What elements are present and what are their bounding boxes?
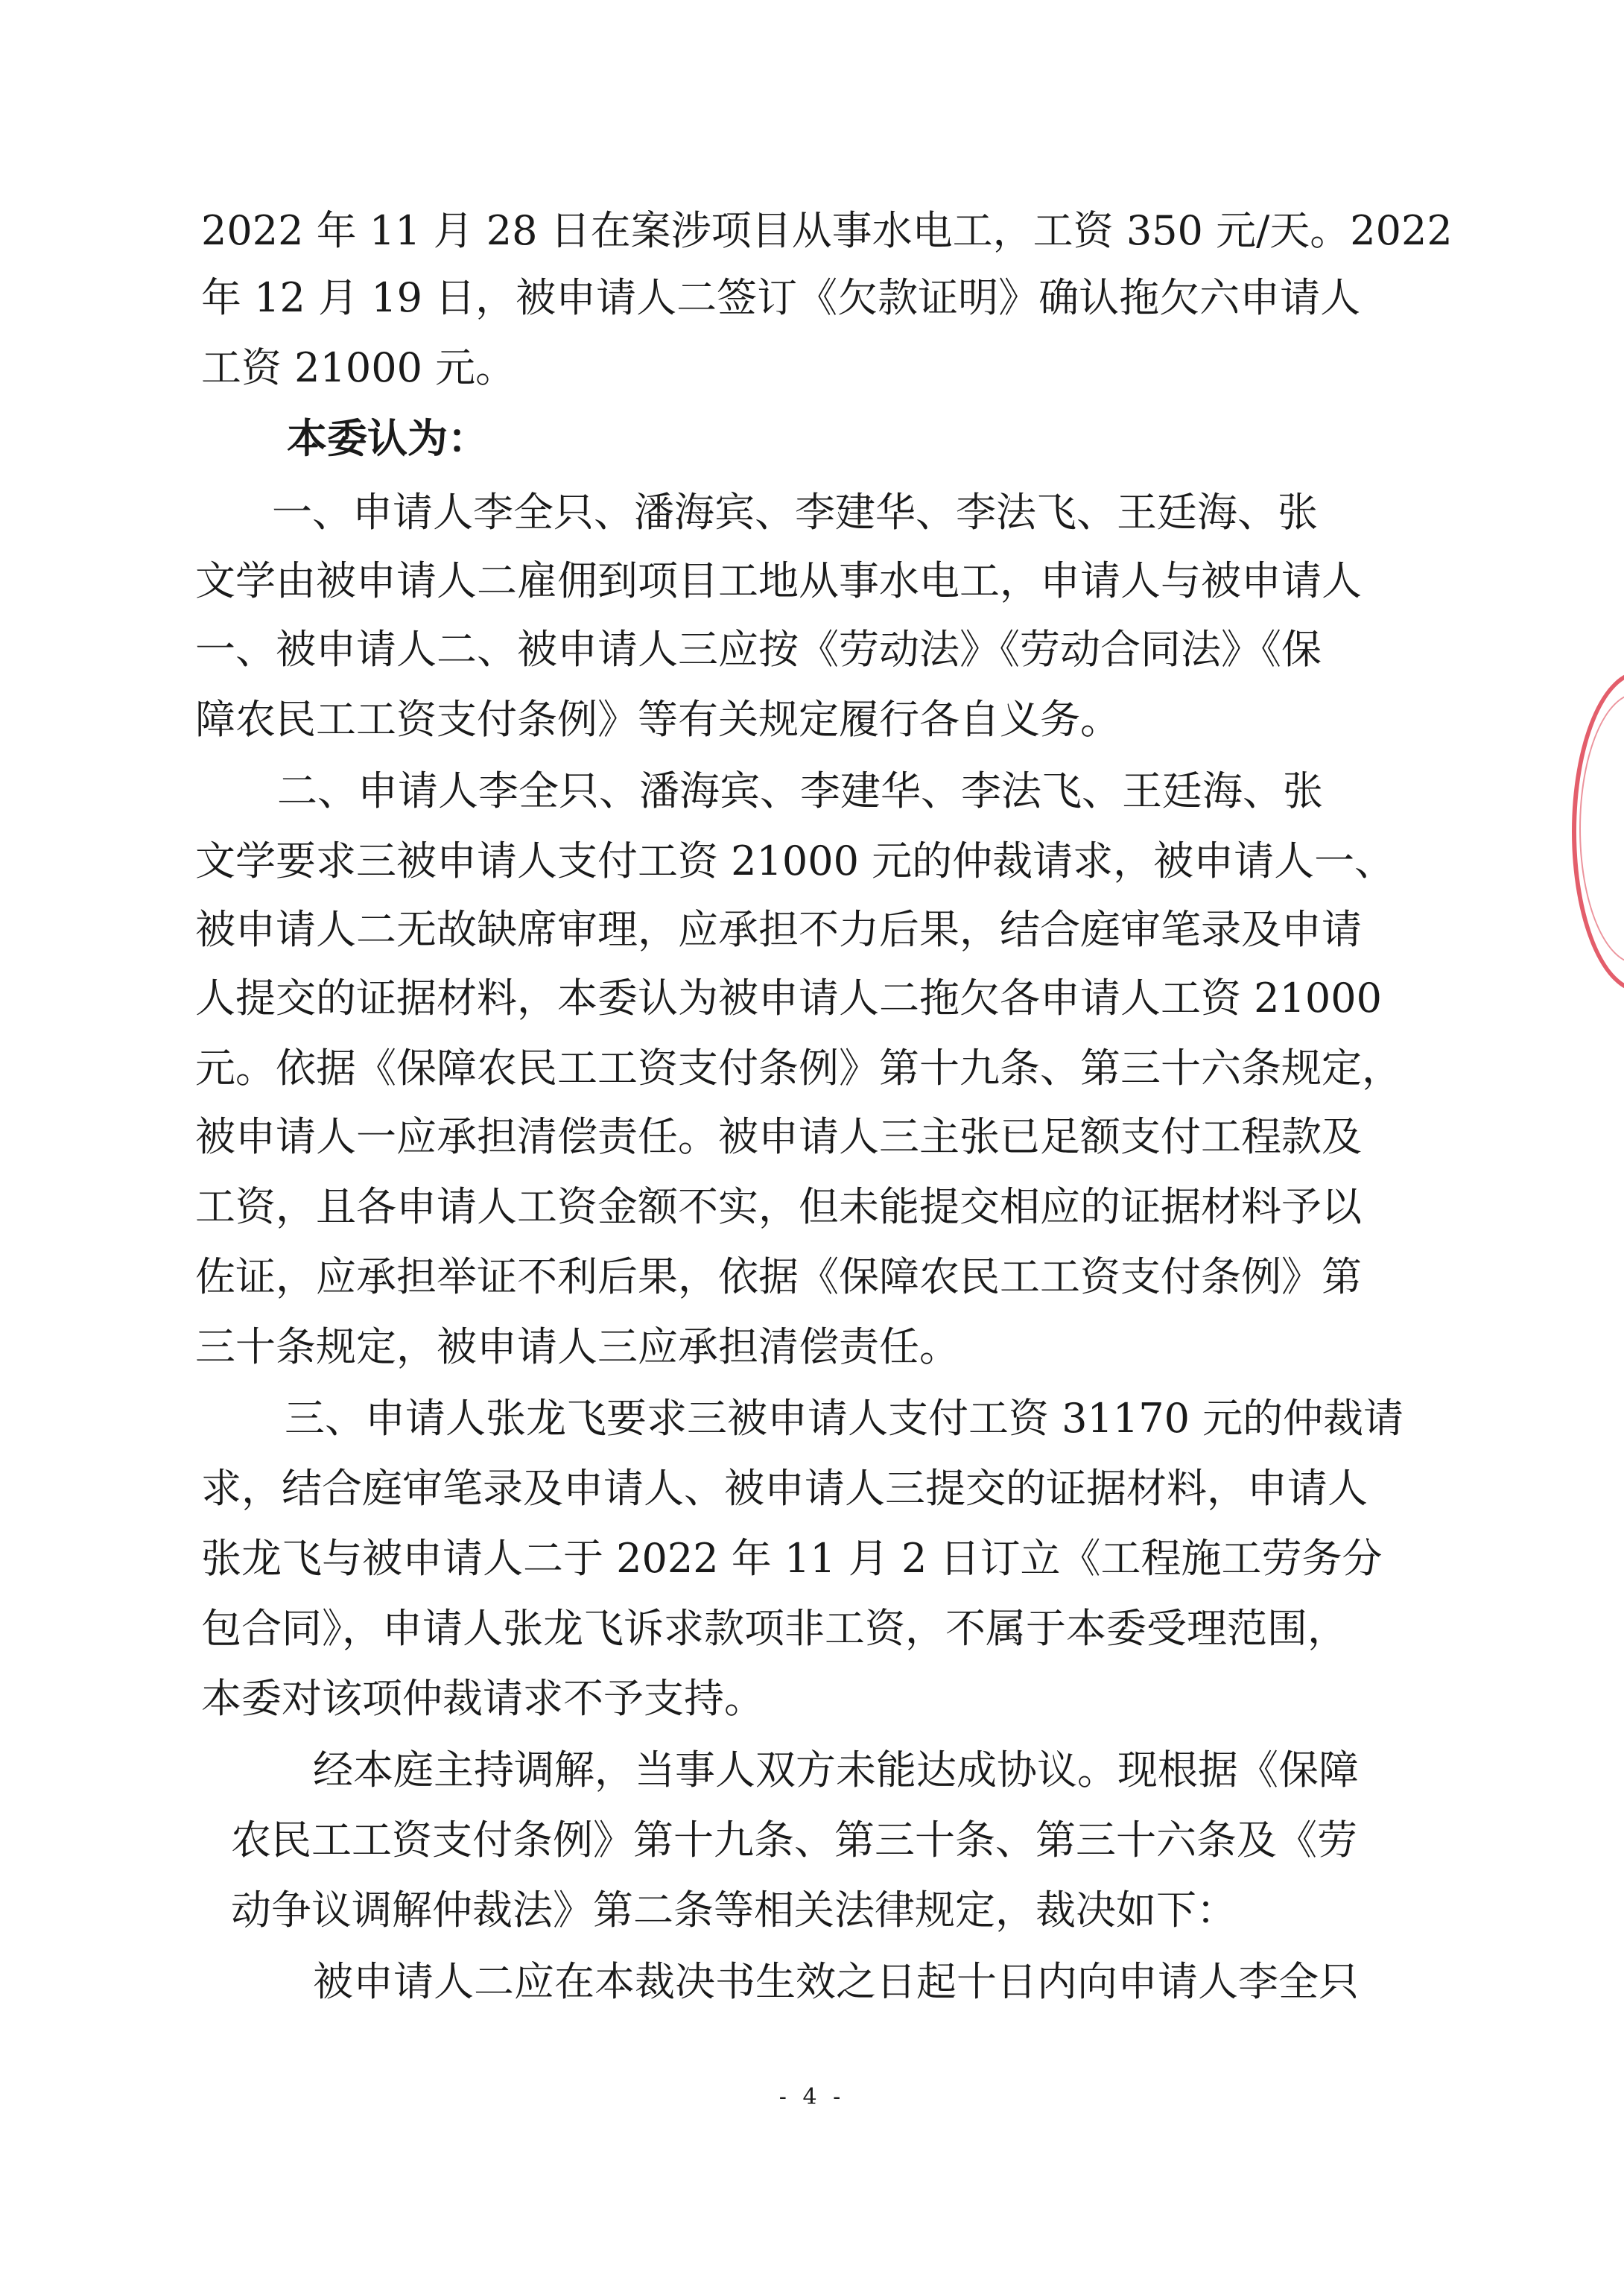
text-line: 张龙飞与被申请人二于 2022 年 11 月 2 日订立《工程施工劳务分: [201, 1535, 1383, 1582]
text-line: 元。依据《保障农民工工资支付条例》第十九条、第三十六条规定，: [195, 1045, 1402, 1092]
text-line: 人提交的证据材料，本委认为被申请人二拖欠各申请人工资 21000: [195, 975, 1382, 1022]
text-line: 三、申请人张龙飞要求三被申请人支付工资 31170 元的仲裁请: [285, 1395, 1404, 1442]
page-number: - 4 -: [778, 2084, 846, 2110]
text-line: 2022 年 11 月 28 日在案涉项目从事水电工，工资 350 元/天。2022: [201, 207, 1453, 254]
text-line: 求，结合庭审笔录及申请人、被申请人三提交的证据材料，申请人: [201, 1465, 1368, 1512]
text-line: 年 12 月 19 日，被申请人二签订《欠款证明》确认拖欠六申请人: [201, 274, 1361, 321]
text-line: 工资，且各申请人工资金额不实，但未能提交相应的证据材料予以: [195, 1183, 1362, 1230]
text-line: 文学由被申请人二雇佣到项目工地从事水电工，申请人与被申请人: [195, 557, 1362, 604]
text-line: 障农民工工资支付条例》等有关规定履行各自义务。: [195, 696, 1120, 743]
text-line: 三十条规定，被申请人三应承担清偿责任。: [195, 1323, 960, 1370]
text-line: 农民工工资支付条例》第十九条、第三十条、第三十六条及《劳: [231, 1817, 1357, 1863]
text-line: 本委对该项仲裁请求不予支持。: [201, 1675, 764, 1722]
text-line: 经本庭主持调解，当事人双方未能达成协议。现根据《保障: [313, 1746, 1359, 1793]
text-line: 被申请人二无故缺席审理，应承担不力后果，结合庭审笔录及申请: [195, 906, 1362, 953]
text-line: 工资 21000 元。: [201, 344, 516, 391]
text-line: 文学要求三被申请人支付工资 21000 元的仲裁请求，被申请人一、: [195, 837, 1395, 884]
text-line: 被申请人二应在本裁决书生效之日起十日内向申请人李全只: [313, 1958, 1359, 2005]
text-line: 被申请人一应承担清偿责任。被申请人三主张已足额支付工程款及: [195, 1113, 1362, 1160]
text-line: 二、申请人李全只、潘海宾、李建华、李法飞、王廷海、张: [277, 767, 1323, 814]
text-line: 一、申请人李全只、潘海宾、李建华、李法飞、王廷海、张: [272, 489, 1318, 536]
text-line: 动争议调解仲裁法》第二条等相关法律规定，裁决如下：: [231, 1887, 1237, 1934]
text-line: 一、被申请人二、被申请人三应按《劳动法》《劳动合同法》《保: [195, 626, 1322, 673]
section-heading: 本委认为：: [287, 414, 488, 462]
text-line: 佐证，应承担举证不利后果，依据《保障农民工工资支付条例》第: [195, 1253, 1362, 1300]
text-line: 包合同》，申请人张龙飞诉求款项非工资，不属于本委受理范围，: [201, 1605, 1348, 1652]
